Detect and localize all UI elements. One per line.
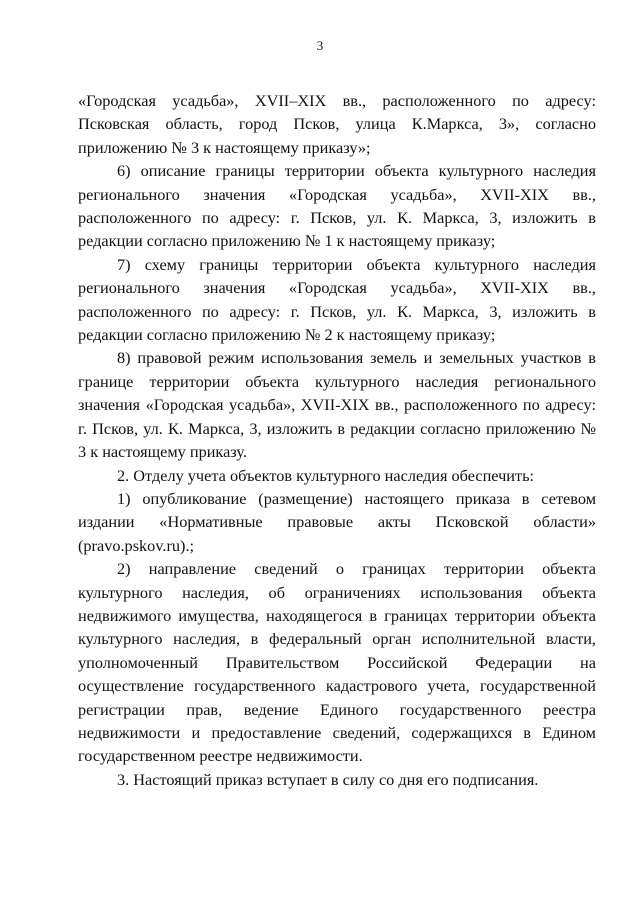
paragraph-item-8: 8) правовой режим использования земель и земельных участков в границе территории объекта культурного наследия регионального значения «Городская усадьба», XVII-XIX вв., расположенного по адресу: г. Псков, ул. К. Маркса, 3, изложить в редакции согласно приложению № 3 к настоящему приказу. — [78, 348, 596, 462]
paragraph-item-6: 6) описание границы территории объекта культурного наследия регионального значения «Городская усадьба», XVII-XIX вв., расположенного по адресу: г. Псков, ул. К. Маркса, 3, изложить в редакции согласно приложению № 1 к настоящему приказу; — [78, 161, 596, 251]
paragraph-item-7: 7) схему границы территории объекта культурного наследия регионального значения «Городская усадьба», XVII-XIX вв., расположенного по адресу: г. Псков, ул. К. Маркса, 3, изложить в редакции согласно приложению № 2 к настоящему приказу; — [78, 254, 596, 345]
paragraph-subitem-2: 2) направление сведений о границах территории объекта культурного наследия, об ограничениях использования объекта недвижимого имущества, находящегося в границах территории объекта культурного наследия, в федеральный орган исполнительной власти, уполномоченный Правительством Российской Федерации на осуществление государственного кадастрового учета, государственной регистрации прав, ведение Единого государственного реестра недвижимости и предоставление сведений, содержащихся в Едином государственном реестре недвижимости. — [78, 559, 596, 766]
paragraph-section-2: 2. Отделу учета объектов культурного наследия обеспечить: — [117, 465, 535, 485]
document-body — [78, 89, 596, 791]
page-number: 3 — [316, 38, 324, 53]
paragraph-subitem-1: 1) опубликование (размещение) настоящего приказа в сетевом издании «Нормативные правовые акты Псковской области» (pravo.pskov.ru).; — [78, 488, 596, 555]
paragraph-section-3: 3. Настоящий приказ вступает в силу со дня его подписания. — [117, 769, 539, 789]
paragraph-continuation: «Городская усадьба», XVII–XIX вв., расположенного по адресу: Псковская область, город Псков, улица К.Маркса, 3», согласно приложению № 3 к настоящему приказу»; — [78, 91, 596, 157]
